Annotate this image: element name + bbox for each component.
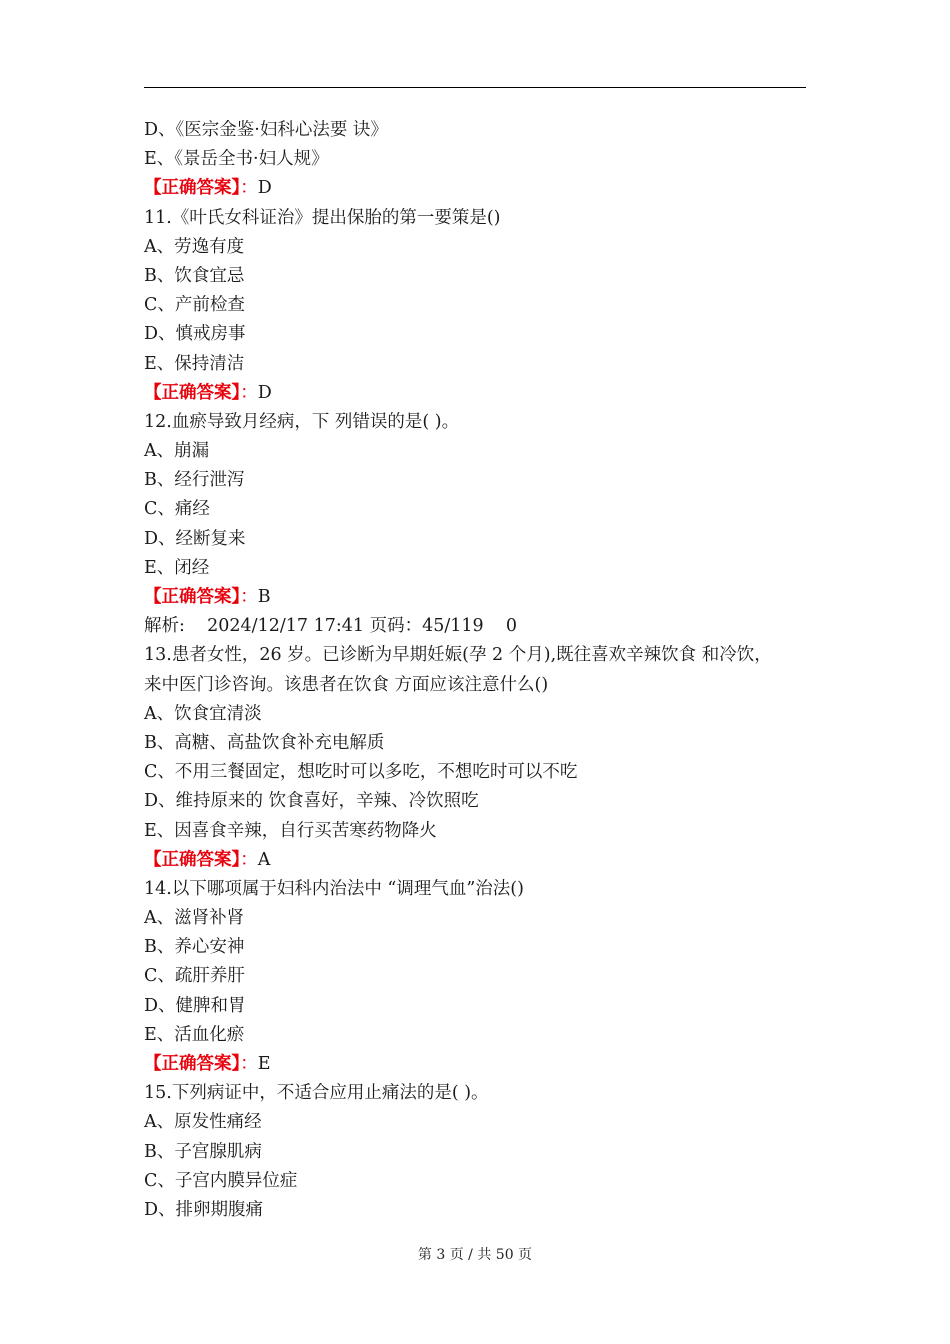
correct-answer: [144, 174, 824, 203]
answer-option: A、滋肾补肾: [144, 908, 245, 929]
correct-answer: [144, 583, 824, 612]
answer-separator: ：: [240, 178, 258, 199]
question-text: 15.下列病证中，不适合应用止痛法的是( )。: [144, 1083, 489, 1104]
analysis-note: 解析: 2024/12/17 17:41 页码：45/119 0: [144, 616, 518, 637]
answer-option: E、闭经: [144, 557, 210, 578]
answer-value: D: [257, 382, 272, 403]
answer-value: A: [257, 849, 271, 870]
answer-option: D、经断复来: [144, 528, 246, 549]
answer-option: C、痛经: [144, 499, 210, 520]
answer-option: A、崩漏: [144, 441, 210, 462]
answer-option: E、因喜食辛辣，自行买苦寒药物降火: [144, 820, 437, 841]
question-text: 13.患者女性，26 岁。已诊断为早期妊娠(孕 2 个月),既往喜欢辛辣饮食 和冷饮，: [144, 645, 772, 666]
correct-answer: [144, 379, 824, 408]
answer-option: C、产前检查: [144, 295, 245, 316]
answer-value: B: [257, 587, 271, 607]
answer-option: B、子宫腺肌病: [144, 1141, 262, 1162]
answer-option: A、饮食宜清淡: [144, 703, 262, 724]
answer-option: A、劳逸有度: [144, 236, 245, 257]
answer-label: 【正确答案】: [144, 587, 241, 607]
answer-separator: ：: [240, 849, 258, 870]
answer-option: D、慎戒房事: [144, 324, 246, 345]
answer-value: E: [257, 1054, 271, 1074]
answer-option: C、子宫内膜异位症: [144, 1170, 298, 1191]
answer-option: C、不用三餐固定，想吃时可以多吃，不想吃时可以不吃: [144, 762, 578, 783]
answer-label: 【正确答案】: [144, 849, 241, 870]
answer-option: A、原发性痛经: [144, 1112, 262, 1133]
answer-option: E、保持清洁: [144, 353, 245, 374]
answer-separator: ：: [240, 1054, 258, 1074]
answer-label: 【正确答案】: [144, 382, 241, 403]
answer-option: B、饮食宜忌: [144, 265, 245, 286]
answer-value: D: [257, 178, 272, 199]
answer-option: C、疏肝养肝: [144, 966, 245, 987]
document-body: [144, 116, 824, 1225]
answer-option: B、高糖、高盐饮食补充电解质: [144, 732, 385, 753]
question-text: 14.以下哪项属于妇科内治法中 “调理气血”治法(): [144, 878, 524, 899]
answer-label: 【正确答案】: [144, 178, 241, 199]
question-text: 来中医门诊咨询。该患者在饮食 方面应该注意什么(): [144, 674, 549, 695]
page-footer: 第 3 页 / 共 50 页: [417, 1247, 533, 1263]
answer-label: 【正确答案】: [144, 1054, 241, 1074]
correct-answer: [144, 1050, 824, 1079]
answer-option: E、活血化瘀: [144, 1024, 245, 1045]
answer-option: D、维持原来的 饮食喜好，辛辣、冷饮照吃: [144, 791, 479, 812]
answer-option: D、排卵期腹痛: [144, 1199, 264, 1220]
answer-option: B、养心安神: [144, 937, 245, 958]
correct-answer: [144, 846, 824, 875]
answer-option: B、经行泄泻: [144, 470, 245, 491]
question-text: 12.血瘀导致月经病，下 列错误的是( )。: [144, 411, 460, 432]
header-rule: [144, 87, 806, 88]
answer-option: D、《医宗金鉴·妇科心法要 诀》: [144, 120, 388, 140]
answer-option: D、健脾和胃: [144, 995, 246, 1016]
answer-option: E、《景岳全书·妇人规》: [144, 149, 329, 170]
question-text: 11.《叶氏女科证治》提出保胎的第一要策是(): [144, 207, 501, 228]
answer-separator: ：: [240, 382, 258, 403]
answer-separator: ：: [240, 587, 258, 607]
